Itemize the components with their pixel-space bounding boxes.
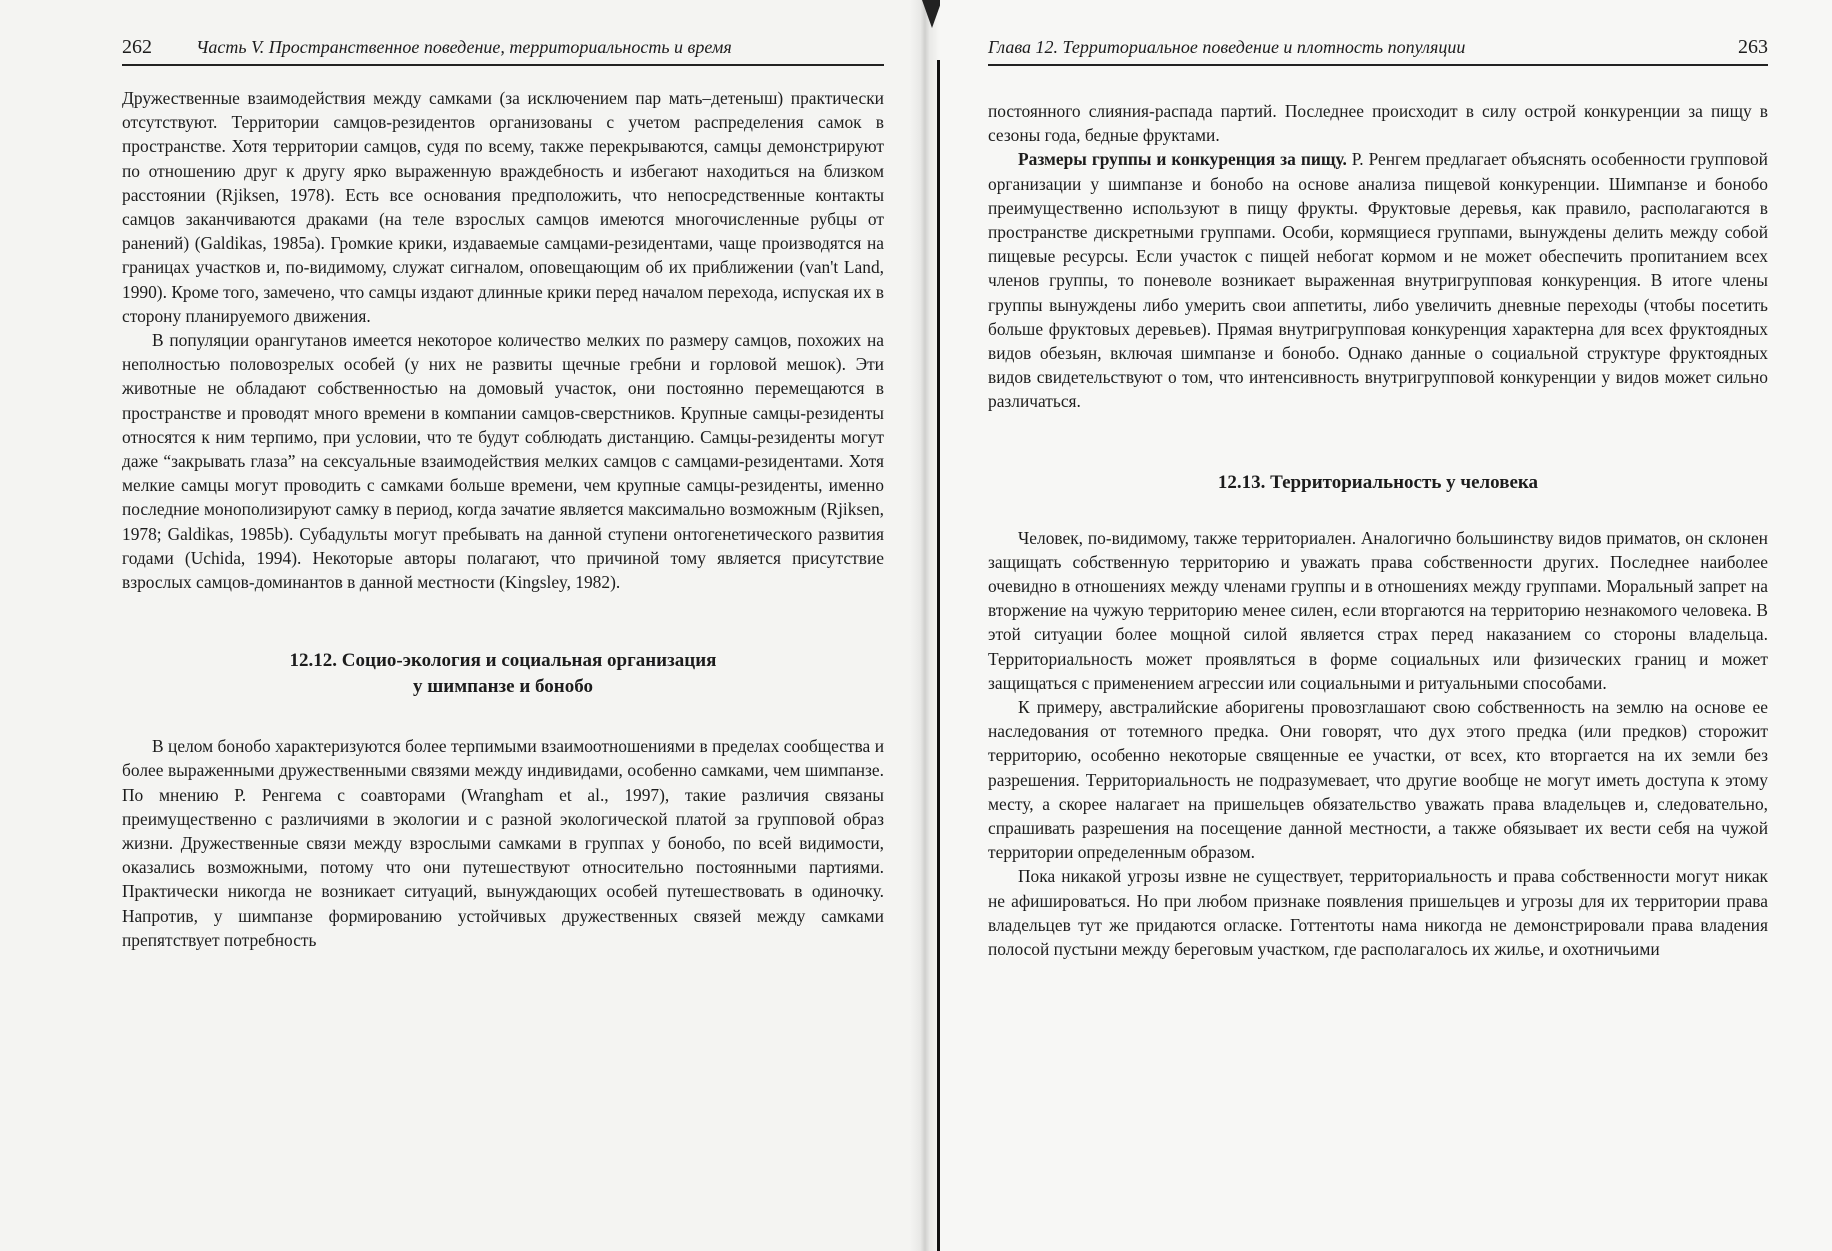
left-page <box>0 0 910 1251</box>
gutter-mark <box>922 0 942 28</box>
section-heading <box>122 648 884 700</box>
section-heading: 12.13. Территориальность у человека <box>1217 471 1539 493</box>
paragraph: Дружественные взаимодействия между самками (за исключением пар мать–детеныш) практически отсутствуют. Территории самцов-резидентов организованы с учетом распределения самок в пространстве. Хотя территории самцов, судя по всему, также перекрываются, самцы демонстрируют по отношению друг к другу ярко выраженную враждебность и избегают находиться на близком расстоянии (Rjiksen, 1978). Есть все основания предположить, что непосредственные контакты самцов заканчиваются драками (на теле взрослых самцов имеются многочисленные рубцы от ранений) (Galdikas, 1985a). Громкие крики, издаваемые самцами-резидентами, чаще производятся на границах участков и, по-видимому, служат сигналом, оповещающим об их приближении (van't Land, 1990). Кроме того, замечено, что самцы издают длинные крики перед началом перехода, испуская их в сторону планируемого движения. <box>122 88 884 326</box>
paragraph: В популяции орангутанов имеется некоторое количество мелких по размеру самцов, похожих на неполностью половозрелых особей (у них не развиты щечные гребни и горловой мешок). Эти животные не обладают собственностью на домовый участок, они постоянно перемещаются в пространстве и проводят много времени в компании самцов-сверстников. Крупные самцы-резиденты относятся к ним терпимо, при условии, что те будут соблюдать дистанцию. Самцы-резиденты могут даже “закрывать глаза” на сексуальные взаимодействия мелких самцов с самцами-резидентами. Хотя мелкие самцы могут проводить с самками больше времени, чем крупные самцы-резиденты, именно последние монополизируют самку в период, когда зачатие является максимально возможным (Rjiksen, 1978; Galdikas, 1985b). Субадульты могут пребывать на данной ступени онтогенетического развития годами (Uchida, 1994). Некоторые авторы полагают, что причиной тому является присутствие взрослых самцов-доминантов в данной местности (Kingsley, 1982). <box>122 330 884 593</box>
paragraph: В целом бонобо характеризуются более терпимыми взаимоотношениями в пределах сообщества и более выраженными дружественными связями между индивидами, особенно самками, чем шимпанзе. По мнению Р. Ренгема с соавторами (Wrangham et al., 1997), такие различия связаны преимущественно с различиями в экологии и с разной экологической платой за групповой образ жизни. Дружественные связи между взрослыми самками в группах у бонобо, по всей видимости, оказались возможными, потому что они путешествуют относительно постоянными партиями. Практически никогда не возникает ситуаций, вынуждающих особей путешествовать в одиночку. Напротив, у шимпанзе формированию устойчивых дружественных связей между самками препятствует потребность <box>122 736 884 950</box>
paragraph: постоянного слияния-распада партий. Последнее происходит в силу острой конкуренции за пищу в сезоны года, бедные фруктами. <box>988 101 1768 146</box>
page-number: 263 <box>1738 36 1768 58</box>
right-page <box>940 0 1832 1251</box>
running-head-title: Часть V. Пространственное поведение, территориальность и время <box>196 37 732 57</box>
running-head <box>988 36 1768 59</box>
paragraph: Пока никакой угрозы извне не существует, территориальность и права собственности могут никак не афишироваться. Но при любом признаке появления пришельцев и угрозы для их территории права владельцев тут же придаются огласке. Готтентоты нама никогда не демонстрировали права владения полосой пустыни между береговым участком, где располагалось их жилье, и охотничьими <box>988 866 1768 960</box>
paragraph: К примеру, австралийские аборигены провозглашают свою собственность на землю на основе ее наследования от тотемного предка. Они говорят, что дух этого предка (или предков) сторожит территорию, особенно некоторые священные ее участки, от всех, кто вторгается на их земли без разрешения. Территориальность не подразумевает, что другие вообще не могут иметь доступа к этому месту, а скорее налагает на пришельцев обязательство уважать права владельцев и, следовательно, спрашивать разрешения на посещение данной местности, а также обязывает их вести себя на чужой территории определенным образом. <box>988 697 1768 863</box>
section-heading-line: 12.12. Социо-экология и социальная организация <box>289 650 717 672</box>
running-head-title: Глава 12. Территориальное поведение и плотность популяции <box>988 37 1466 57</box>
paragraph <box>988 147 1768 413</box>
paragraph: Человек, по-видимому, также территориален. Аналогично большинству видов приматов, он склонен защищать собственную территорию и уважать права собственности других. Последнее наиболее очевидно в отношениях между членами группы и в отношениях между группами. Моральный запрет на вторжение на чужую территорию менее силен, если вторгаются на территорию незнакомого человека. В этой ситуации более мощной силой является страх перед наказанием со стороны владельца. Территориальность может проявляться в форме социальных или физических границ и может защищаться с применением агрессии или социальными и ритуальными способами. <box>988 527 1768 693</box>
book-gutter <box>910 0 940 1251</box>
bold-lead: Размеры группы и конкуренция за пищу. <box>1018 149 1347 170</box>
section-heading-line: у шимпанзе и бонобо <box>412 676 594 698</box>
page-number: 262 <box>122 36 152 58</box>
header-rule <box>122 64 884 66</box>
body-text <box>988 99 1768 961</box>
body-text <box>122 86 884 952</box>
running-head <box>122 36 884 59</box>
paragraph-text: Р. Ренгем предлагает объяснять особенности групповой организации у шимпанзе и бонобо на основе анализа пищевой конкуренции. Шимпанзе и бонобо преимущественно используют в пищу фрукты. Фруктовые деревья, как правило, располагаются в пространстве дискретными группами. Особи, кормящиеся группами, вынуждены делить между собой пищевые ресурсы. Если участок с пищей небогат кормом и не может обеспечить пропитанием всех членов группы, то поневоле возникает выраженная внутригрупповая конкуренция. В итоге члены группы вынуждены либо умерить свои аппетиты, либо увеличить дневные переходы (чтобы посетить больше фруктовых деревьев). Прямая внутригрупповая конкуренция характерна для всех фруктоядных видов обезьян, включая шимпанзе и бонобо. Однако данные о социальной структуре фруктоядных видов свидетельствуют о том, что интенсивность внутригрупповой конкуренции у видов может сильно различаться. <box>988 149 1768 412</box>
header-rule <box>988 64 1768 66</box>
